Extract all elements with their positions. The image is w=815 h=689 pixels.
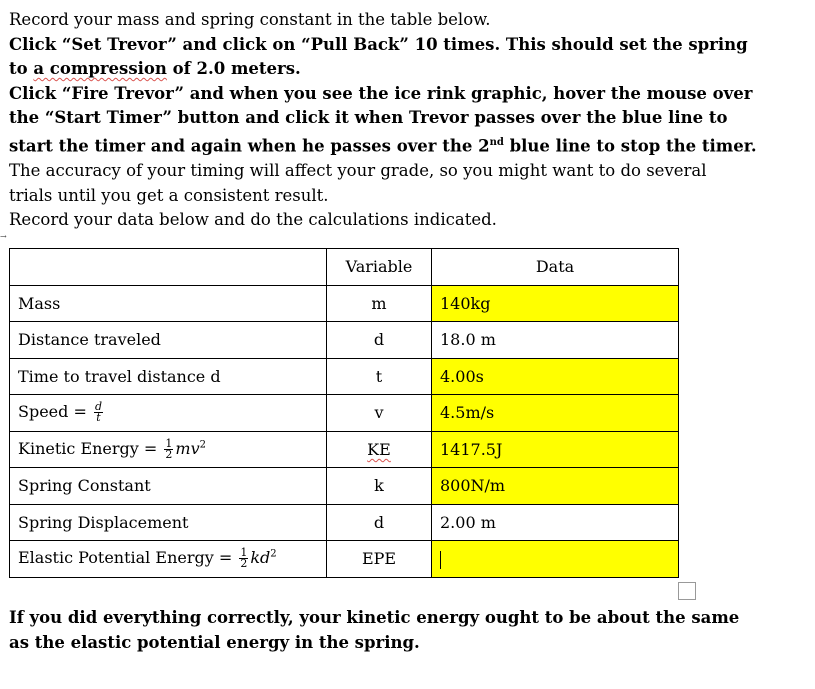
conclusion-line: If you did everything correctly, your kinetic energy ought to be about the same <box>9 608 740 627</box>
table-move-handle-icon[interactable]: → <box>0 232 7 241</box>
epe-formula: $\frac{1}{2}$ <box>240 546 248 571</box>
instruction-line: Record your data below and do the calculations indicated. <box>9 210 497 230</box>
row-label[interactable]: Spring Displacement <box>10 504 327 541</box>
instruction-line: the “Start Timer” button and click it when Trevor passes over the blue line to <box>9 108 728 128</box>
instructions <box>9 8 809 233</box>
checkbox[interactable] <box>678 582 696 600</box>
row-value[interactable]: 4.5m/s <box>432 395 679 432</box>
row-variable[interactable] <box>327 431 432 468</box>
spellcheck-underline: a compression <box>33 59 167 79</box>
table-row <box>10 395 679 432</box>
instruction-line: start the timer and again when he passes over the 2nd blue line to stop the timer. <box>9 136 757 156</box>
row-value[interactable]: 140kg <box>432 285 679 322</box>
table-row <box>10 358 679 395</box>
instruction-line: The accuracy of your timing will affect your grade, so you might want to do several <box>9 161 707 181</box>
table-row <box>10 504 679 541</box>
instruction-line: to a compression of 2.0 meters. <box>9 59 301 79</box>
row-value[interactable]: 4.00s <box>432 358 679 395</box>
row-label[interactable]: Mass <box>10 285 327 322</box>
table-row <box>10 285 679 322</box>
header-cell-empty[interactable] <box>10 249 327 286</box>
table-row <box>10 431 679 468</box>
text-cursor <box>440 551 441 569</box>
table-row <box>10 541 679 578</box>
row-value[interactable]: 1417.5J <box>432 431 679 468</box>
row-variable[interactable]: m <box>327 285 432 322</box>
row-variable[interactable]: d <box>327 504 432 541</box>
kinetic-energy-formula: $\frac{1}{2}$ <box>165 436 173 461</box>
row-label[interactable]: Spring Constant <box>10 468 327 505</box>
row-label-with-formula[interactable]: Kinetic Energy = $\frac{1}{2}$ $mv^2$ <box>10 431 327 468</box>
table-header-row <box>10 249 679 286</box>
data-table <box>9 248 679 578</box>
spellcheck-underline: KE <box>367 439 391 459</box>
row-variable[interactable]: v <box>327 395 432 432</box>
epe-value-input[interactable] <box>432 541 679 578</box>
header-data[interactable]: Data <box>432 249 679 286</box>
row-variable[interactable]: t <box>327 358 432 395</box>
header-variable[interactable]: Variable <box>327 249 432 286</box>
row-label[interactable]: Distance traveled <box>10 322 327 359</box>
conclusion <box>9 606 809 655</box>
table-row <box>10 322 679 359</box>
row-variable[interactable]: k <box>327 468 432 505</box>
row-value[interactable]: 18.0 m <box>432 322 679 359</box>
table-row <box>10 468 679 505</box>
row-variable[interactable]: EPE <box>327 541 432 578</box>
instruction-line: Record your mass and spring constant in the table below. <box>9 10 491 29</box>
row-label[interactable]: Time to travel distance d <box>10 358 327 395</box>
row-value[interactable]: 2.00 m <box>432 504 679 541</box>
row-label-with-formula[interactable]: Elastic Potential Energy = $\frac{1}{2}$ $kd^2$ <box>10 541 327 578</box>
row-label-with-formula[interactable]: Speed = $\frac{d}{t}$ <box>10 395 327 432</box>
conclusion-line: as the elastic potential energy in the spring. <box>9 632 420 652</box>
instruction-line: Click “Fire Trevor” and when you see the ice rink graphic, hover the mouse over <box>9 83 753 103</box>
row-value[interactable]: 800N/m <box>432 468 679 505</box>
instruction-line: Click “Set Trevor” and click on “Pull Back” 10 times. This should set the spring <box>9 34 748 54</box>
row-variable[interactable]: d <box>327 322 432 359</box>
speed-formula: $\frac{d}{t}$ <box>94 400 103 425</box>
instruction-line: trials until you get a consistent result. <box>9 185 329 205</box>
